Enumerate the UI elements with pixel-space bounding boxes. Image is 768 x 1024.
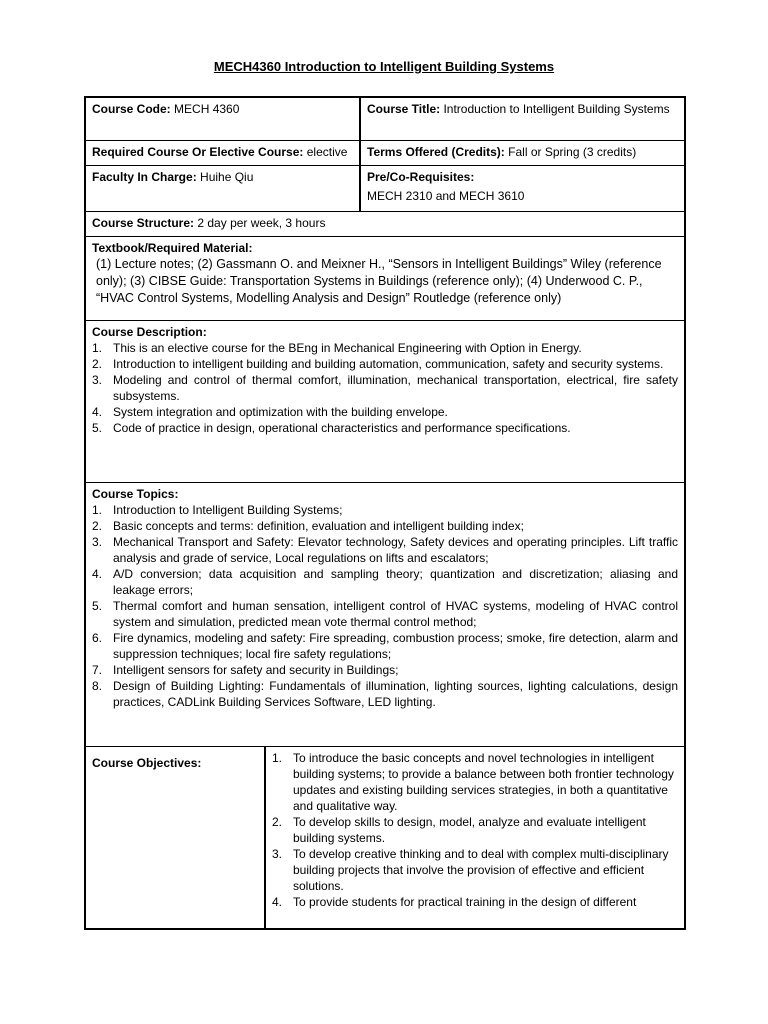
course-structure-label: Course Structure: bbox=[92, 216, 195, 230]
course-title-value: Introduction to Intelligent Building Systems bbox=[443, 102, 670, 116]
list-item bbox=[92, 630, 678, 662]
list-item-text: To develop skills to design, model, analyze and evaluate intelligent building systems. bbox=[293, 815, 646, 845]
list-item bbox=[92, 502, 678, 518]
list-item-text: Introduction to intelligent building and building automation, communication, safety and security systems. bbox=[113, 357, 664, 371]
objectives-label: Course Objectives: bbox=[92, 756, 202, 770]
list-item-text: A/D conversion; data acquisition and sampling theory; quantization and discretization; aliasing and leakage errors; bbox=[113, 567, 678, 597]
list-item bbox=[92, 404, 678, 420]
list-item bbox=[92, 356, 678, 372]
list-item bbox=[92, 534, 678, 566]
course-code-label: Course Code: bbox=[92, 102, 171, 116]
course-table bbox=[84, 96, 686, 930]
row-objectives bbox=[86, 746, 684, 928]
list-item-number: 3. bbox=[92, 535, 103, 549]
faculty-label: Faculty In Charge: bbox=[92, 170, 197, 184]
course-code-value: MECH 4360 bbox=[174, 102, 240, 116]
list-item-text: To introduce the basic concepts and novel technologies in intelligent building systems; to provide a balance between both frontier technology updates and existing building services strategies, in both a quantitative and qualitative way. bbox=[293, 751, 674, 813]
list-item bbox=[92, 372, 678, 404]
list-item-number: 5. bbox=[92, 421, 103, 435]
list-item-text: This is an elective course for the BEng in Mechanical Engineering with Option in Energy. bbox=[113, 341, 582, 355]
row-textbook bbox=[86, 236, 684, 320]
row-required-terms bbox=[86, 140, 684, 165]
list-item bbox=[92, 662, 678, 678]
faculty-value: Huihe Qiu bbox=[200, 170, 254, 184]
objectives-list bbox=[272, 750, 678, 910]
textbook-text: (1) Lecture notes; (2) Gassmann O. and Meixner H., “Sensors in Intelligent Buildings” Wiley (reference only); (3) CIBSE Guide: Transportation Systems in Buildings (reference only); (4) Underwood C. P., “HVAC Control Systems, Modelling Analysis and Design” Routledge (reference only) bbox=[96, 257, 662, 305]
topics-label: Course Topics: bbox=[92, 487, 179, 501]
prerequisites-value: MECH 2310 and MECH 3610 bbox=[367, 189, 525, 203]
course-structure-value: 2 day per week, 3 hours bbox=[197, 216, 326, 230]
row-description bbox=[86, 320, 684, 482]
course-structure-cell bbox=[86, 212, 684, 236]
list-item bbox=[272, 750, 678, 814]
description-cell bbox=[86, 321, 684, 482]
list-item-text: Design of Building Lighting: Fundamentals of illumination, lighting sources, lighting calculations, design practices, CADLink Building Services Software, LED lighting. bbox=[113, 679, 678, 709]
required-elective-value: elective bbox=[306, 145, 348, 159]
list-item bbox=[272, 894, 678, 910]
list-item-number: 1. bbox=[92, 503, 103, 517]
list-item-text: Fire dynamics, modeling and safety: Fire spreading, combustion process; smoke, fire detection, alarm and suppression techniques; local fire safety regulations; bbox=[113, 631, 678, 661]
document-title: MECH4360 Introduction to Intelligent Building Systems bbox=[213, 59, 555, 74]
list-item bbox=[92, 598, 678, 630]
terms-offered-label: Terms Offered (Credits): bbox=[367, 145, 505, 159]
list-item-number: 6. bbox=[92, 631, 103, 645]
list-item-text: To develop creative thinking and to deal with complex multi-disciplinary building projects that involve the provision of effective and efficient solutions. bbox=[293, 847, 669, 893]
list-item-text: System integration and optimization with the building envelope. bbox=[113, 405, 448, 419]
list-item-number: 4. bbox=[92, 567, 103, 581]
list-item-text: Code of practice in design, operational characteristics and performance specifications. bbox=[113, 421, 571, 435]
row-topics bbox=[86, 482, 684, 746]
row-faculty-prereq bbox=[86, 165, 684, 211]
list-item bbox=[92, 566, 678, 598]
description-list bbox=[92, 340, 678, 436]
description-label: Course Description: bbox=[92, 325, 207, 339]
list-item-text: Intelligent sensors for safety and security in Buildings; bbox=[113, 663, 399, 677]
list-item-number: 2. bbox=[92, 519, 103, 533]
list-item-number: 4. bbox=[92, 405, 103, 419]
terms-offered-value: Fall or Spring (3 credits) bbox=[508, 145, 637, 159]
objectives-label-cell bbox=[86, 747, 266, 928]
course-title-cell bbox=[361, 98, 684, 140]
textbook-label: Textbook/Required Material: bbox=[92, 241, 253, 255]
list-item-number: 7. bbox=[92, 663, 103, 677]
course-title-label: Course Title: bbox=[367, 102, 441, 116]
list-item-text: Introduction to Intelligent Building Systems; bbox=[113, 503, 343, 517]
list-item-text: Mechanical Transport and Safety: Elevator technology, Safety devices and operating principles. Lift traffic analysis and grade of service, Local regulations on lifts and escalators; bbox=[113, 535, 678, 565]
row-structure bbox=[86, 211, 684, 236]
list-item-text: Modeling and control of thermal comfort, illumination, mechanical transportation, electrical, fire safety subsystems. bbox=[113, 373, 678, 403]
list-item-number: 2. bbox=[92, 357, 103, 371]
prerequisites-label: Pre/Co-Requisites: bbox=[367, 170, 475, 184]
list-item-text: To provide students for practical training in the design of different bbox=[293, 895, 637, 909]
list-item-text: Basic concepts and terms: definition, evaluation and intelligent building index; bbox=[113, 519, 524, 533]
required-elective-cell bbox=[86, 141, 361, 165]
list-item bbox=[272, 814, 678, 846]
list-item bbox=[272, 846, 678, 894]
faculty-cell bbox=[86, 166, 361, 211]
textbook-cell bbox=[86, 237, 684, 320]
list-item-number: 5. bbox=[92, 599, 103, 613]
topics-list bbox=[92, 502, 678, 710]
list-item-number: 1. bbox=[272, 751, 283, 765]
list-item-number: 1. bbox=[92, 341, 103, 355]
course-code-cell bbox=[86, 98, 361, 140]
list-item bbox=[92, 678, 678, 710]
prerequisites-cell bbox=[361, 166, 684, 211]
list-item-number: 3. bbox=[272, 847, 283, 861]
objectives-cell bbox=[266, 747, 684, 928]
list-item bbox=[92, 518, 678, 534]
row-code-title bbox=[86, 98, 684, 140]
required-elective-label: Required Course Or Elective Course: bbox=[92, 145, 304, 159]
list-item bbox=[92, 340, 678, 356]
list-item-text: Thermal comfort and human sensation, intelligent control of HVAC systems, modeling of HVAC control system and simulation, predicted mean vote thermal control method; bbox=[113, 599, 678, 629]
list-item-number: 2. bbox=[272, 815, 283, 829]
list-item bbox=[92, 420, 678, 436]
list-item-number: 3. bbox=[92, 373, 103, 387]
terms-offered-cell bbox=[361, 141, 684, 165]
topics-cell bbox=[86, 483, 684, 746]
list-item-number: 4. bbox=[272, 895, 283, 909]
list-item-number: 8. bbox=[92, 679, 103, 693]
